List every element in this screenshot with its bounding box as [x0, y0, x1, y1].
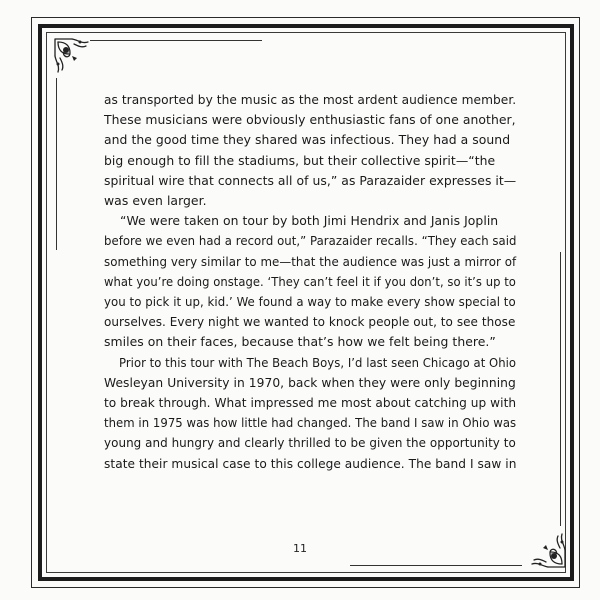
- text-line: state their musical case to this college audience. The band I saw in: [104, 455, 517, 471]
- text-line: These musicians were obviously enthusiastic fans of one another,: [104, 112, 516, 128]
- left-rule: [56, 78, 57, 250]
- page-number: 11: [293, 542, 307, 555]
- text-line: what you’re doing onstage. ‘They can’t feel it if you don’t, so it’s up to: [104, 273, 516, 289]
- top-rule: [90, 40, 262, 41]
- body-text: [104, 90, 516, 474]
- text-line: ourselves. Every night we wanted to knock people out, to see those: [104, 314, 516, 330]
- text-line: spiritual wire that connects all of us,” as Parazaider expresses it—: [104, 172, 517, 188]
- text-line: to break through. What impressed me most about catching up with: [104, 395, 517, 411]
- text-line: and the good time they shared was infectious. They had a sound: [104, 132, 511, 148]
- text-line: as transported by the music as the most ardent audience member.: [104, 92, 517, 107]
- text-line: was even larger.: [104, 193, 207, 209]
- right-rule: [560, 252, 561, 526]
- text-line: them in 1975 was how little had changed. The band I saw in Ohio was: [104, 415, 517, 431]
- text-line: young and hungry and clearly thrilled to be given the opportunity to: [104, 435, 516, 451]
- text-line: big enough to fill the stadiums, but their collective spirit—“the: [104, 152, 496, 168]
- text-line: you to pick it up, kid.’ We found a way to make every show special to: [104, 294, 516, 310]
- bottom-rule: [350, 565, 522, 566]
- text-line: before we even had a record out,” Parazaider recalls. “They each said: [104, 233, 517, 249]
- text-line: Wesleyan University in 1970, back when they were only beginning: [104, 374, 516, 390]
- ornamental-flourish-icon: [52, 36, 92, 76]
- text-line: “We were taken on tour by both Jimi Hendrix and Janis Joplin: [120, 213, 499, 229]
- text-line: something very similar to me—that the audience was just a mirror of: [104, 253, 517, 269]
- text-line: smiles on their faces, because that’s how we felt being there.”: [104, 334, 496, 350]
- text-line: Prior to this tour with The Beach Boys, I’d last seen Chicago at Ohio: [119, 354, 517, 370]
